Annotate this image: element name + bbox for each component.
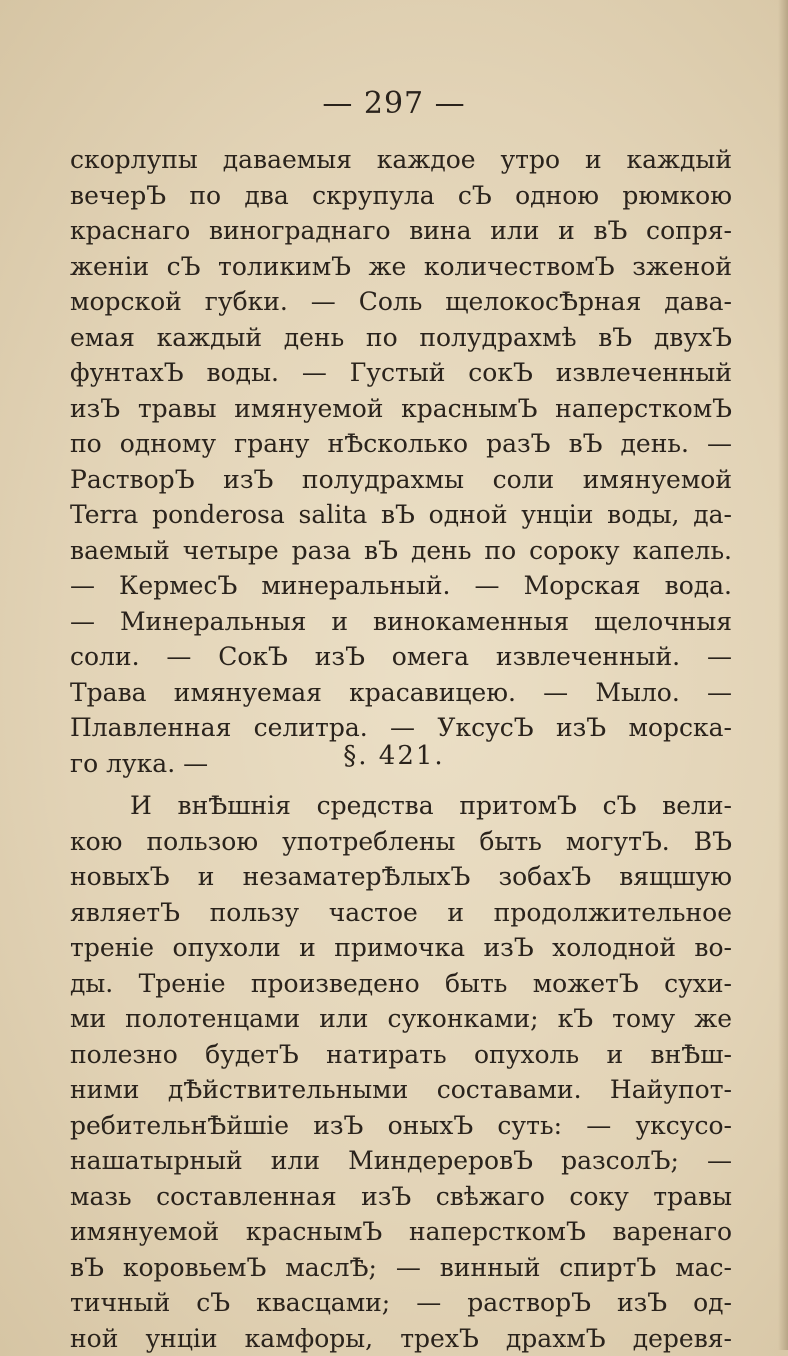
text-line: Terra ponderosa salita вЪ одной унціи воды, да-	[70, 497, 732, 533]
text-line: Плавленная селитра. — УксусЪ изЪ морска-	[70, 710, 732, 746]
text-line: по одному грану нѢсколько разЪ вЪ день. —	[70, 426, 732, 462]
text-line: имянуемой краснымЪ наперсткомЪ варенаго	[70, 1214, 732, 1250]
text-line: новыхЪ и незаматерѢлыхЪ зобахЪ вящшую	[70, 859, 732, 895]
text-line: треніе опухоли и примочка изЪ холодной во-	[70, 930, 732, 966]
text-line: скорлупы даваемыя каждое утро и каждый	[70, 142, 732, 178]
text-line: РастворЪ изЪ полудрахмы соли имянуемой	[70, 462, 732, 498]
text-line: женіи сЪ толикимЪ же количествомЪ зженой	[70, 249, 732, 285]
text-line: полезно будетЪ натирать опухоль и внѢш-	[70, 1037, 732, 1073]
text-line: фунтахЪ воды. — Густый сокЪ извлеченный	[70, 355, 732, 391]
text-line: морской губки. — Соль щелокосѢрная дава-	[70, 284, 732, 320]
text-line: тичный сЪ квасцами; — растворЪ изЪ од-	[70, 1285, 732, 1321]
text-line: кою пользою употреблены быть могутЪ. ВЪ	[70, 824, 732, 860]
text-line: ной унціи камфоры, трехЪ драхмЪ деревя-	[70, 1321, 732, 1356]
text-line: — КермесЪ минеральный. — Морская вода.	[70, 568, 732, 604]
page-edge-shadow	[778, 0, 788, 1350]
text-line: ними дѢйствительными составами. Найупот-	[70, 1072, 732, 1108]
text-line: ваемый четыре раза вЪ день по сороку капель.	[70, 533, 732, 569]
text-line: вЪ коровьемЪ маслѢ; — винный спиртЪ мас-	[70, 1250, 732, 1286]
text-line: ми полотенцами или суконками; кЪ тому же	[70, 1001, 732, 1037]
text-line: соли. — СокЪ изЪ омега извлеченный. —	[70, 639, 732, 675]
text-line: емая каждый день по полудрахмѣ вЪ двухЪ	[70, 320, 732, 356]
text-line: ребительнѢйшіе изЪ оныхЪ суть: — уксусо-	[70, 1108, 732, 1144]
paragraph-2	[70, 788, 732, 1356]
text-line: го лука. —	[70, 746, 732, 782]
text-line: являетЪ пользу частое и продолжительное	[70, 895, 732, 931]
text-line: краснаго винограднаго вина или и вЪ сопря-	[70, 213, 732, 249]
text-line: изЪ травы имянуемой краснымЪ наперсткомЪ	[70, 391, 732, 427]
section-heading: §. 421.	[0, 736, 788, 776]
text-line: Трава имянуемая красавицею. — Мыло. —	[70, 675, 732, 711]
page-number: — 297 —	[0, 84, 788, 124]
text-line: нашатырный или МиндереровЪ разсолЪ; —	[70, 1143, 732, 1179]
text-line: ды. Треніе произведено быть можетЪ сухи-	[70, 966, 732, 1002]
text-line: — Минеральныя и винокаменныя щелочныя	[70, 604, 732, 640]
text-line: мазь составленная изЪ свѣжаго соку травы	[70, 1179, 732, 1215]
text-line: вечерЪ по два скрупула сЪ одною рюмкою	[70, 178, 732, 214]
text-line: И внѢшнія средства притомЪ сЪ вели-	[70, 788, 732, 824]
paragraph-1	[70, 142, 732, 781]
